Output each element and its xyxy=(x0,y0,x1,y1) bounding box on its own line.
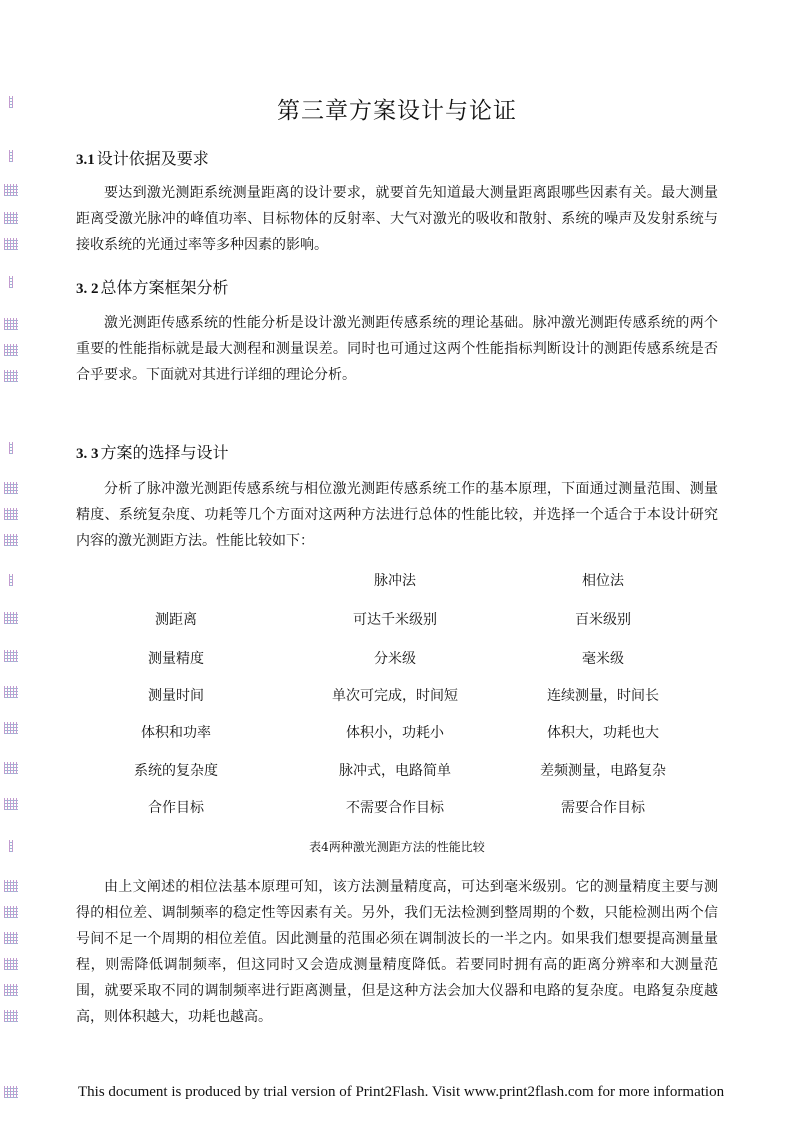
table-row xyxy=(76,609,718,629)
table-cell: 合作目标 xyxy=(148,800,204,816)
table-row xyxy=(76,797,718,817)
table-cell: 脉冲式，电路简单 xyxy=(339,763,451,779)
section-heading-3-3 xyxy=(76,440,229,463)
section-heading-3-2 xyxy=(76,275,229,298)
table-cell: 测量时间 xyxy=(148,688,204,704)
paragraph-phase-method-analysis: 由上文阐述的相位法基本原理可知，该方法测量精度高，可达到毫米级别。它的测量精度主要与测得的相位差、调制频率的稳定性等因素有关。另外，我们无法检测到整周期的个数，只能检测出两个信号间不足一个周期的相位差值。因此测量的范围必须在调制波长的一半之内。如果我们想要提高测量量程，则需降低调制频率，但这同时又会造成测量精度降低。若要同时拥有高的距离分辨率和大测量范围，就要采取不同的调制频率进行距离测量，但是这种方法会加大仪器和电路的复杂度。电路复杂度越高，则体积越大，功耗也越高。 xyxy=(76,879,718,1025)
paragraph-framework-analysis: 激光测距传感系统的性能分析是设计激光测距传感系统的理论基础。脉冲激光测距传感系统的两个重要的性能指标就是最大测程和测量误差。同时也可通过这两个性能指标判断设计的测距传感系统是否合乎要求。下面就对其进行详细的理论分析。 xyxy=(76,315,718,383)
section-title: 设计依据及要求 xyxy=(96,149,209,168)
section-heading-3-1 xyxy=(76,146,209,169)
section-title: 总体方案框架分析 xyxy=(100,278,229,297)
section-number: 3.1 xyxy=(76,152,95,168)
table-cell: 测距离 xyxy=(155,612,197,628)
table-cell: 体积小，功耗小 xyxy=(346,725,444,741)
watermark-footer: This document is produced by trial version of Print2Flash. Visit www.print2flash.com for more information xyxy=(78,1084,725,1100)
paragraph-method-selection: 分析了脉冲激光测距传感系统与相位激光测距传感系统工作的基本原理，下面通过测量范围、测量精度、系统复杂度、功耗等几个方面对这两种方法进行总体的性能比较，并选择一个适合于本设计研究内容的激光测距方法。性能比较如下： xyxy=(76,481,718,549)
table-row xyxy=(76,648,718,668)
table-cell: 体积和功率 xyxy=(141,725,211,741)
section-number: 3. 3 xyxy=(76,446,99,462)
table-cell: 单次可完成，时间短 xyxy=(332,688,458,704)
table-header-cell: 相位法 xyxy=(582,573,624,589)
table-cell: 需要合作目标 xyxy=(561,800,645,816)
section-number: 3. 2 xyxy=(76,281,99,297)
table-cell: 系统的复杂度 xyxy=(134,763,218,779)
table-row xyxy=(76,760,718,780)
table-cell: 分米级 xyxy=(374,651,416,667)
chapter-title: 第三章方案设计与论证 xyxy=(277,98,517,124)
table-caption: 表4两种激光测距方法的性能比较 xyxy=(309,840,485,854)
table-row xyxy=(76,722,718,742)
table-cell: 毫米级 xyxy=(582,651,624,667)
table-header-cell: 脉冲法 xyxy=(374,573,416,589)
scan-margin-artifacts xyxy=(0,0,24,1123)
table-cell: 百米级别 xyxy=(575,612,631,628)
table-cell: 可达千米级别 xyxy=(353,612,437,628)
table-row xyxy=(76,685,718,705)
section-title: 方案的选择与设计 xyxy=(100,443,229,462)
table-header-row xyxy=(76,570,718,590)
paragraph-design-requirements: 要达到激光测距系统测量距离的设计要求，就要首先知道最大测量距离跟哪些因素有关。最大测量距离受激光脉冲的峰值功率、目标物体的反射率、大气对激光的吸收和散射、系统的噪声及发射系统与接收系统的光通过率等多种因素的影响。 xyxy=(76,185,718,253)
table-cell: 连续测量，时间长 xyxy=(547,688,659,704)
table-cell: 体积大，功耗也大 xyxy=(547,725,659,741)
table-cell: 测量精度 xyxy=(148,651,204,667)
table-cell: 不需要合作目标 xyxy=(346,800,444,816)
table-cell: 差频测量，电路复杂 xyxy=(540,763,666,779)
